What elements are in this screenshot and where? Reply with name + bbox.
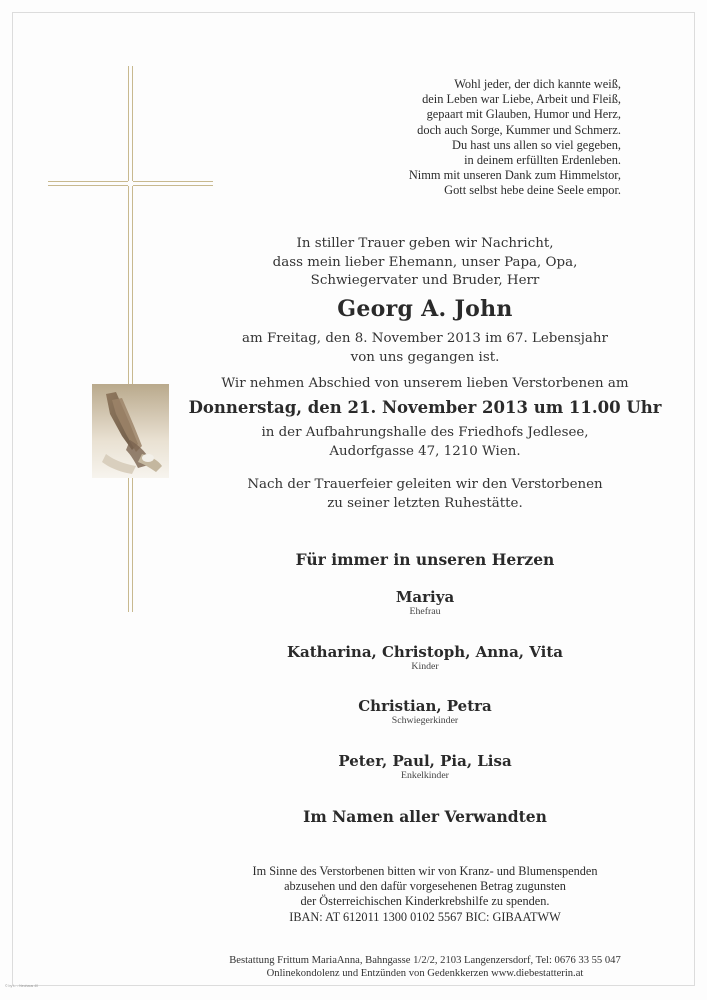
mourner-group-grandchildren — [0, 752, 707, 781]
poem-line: Wohl jeder, der dich kannte weiß, — [454, 77, 621, 91]
burial-line: zu seiner letzten Ruhestätte. — [327, 495, 523, 511]
mourner-group-wife — [0, 588, 707, 617]
poem-line: Nimm mit unseren Dank zum Himmelstor, — [408, 168, 621, 183]
mourner-role: Kinder — [411, 661, 439, 672]
death-line: am Freitag, den 8. November 2013 im 67. Lebensjahr — [242, 331, 608, 346]
footer-address: Bestattung Frittum MariaAnna, Bahngasse 1/2/2, 2103 Langenzersdorf, Tel: 0676 33 55 047 — [229, 955, 621, 966]
donation-request — [0, 864, 707, 925]
poem-line: in deinem erfüllten Erdenleben. — [464, 153, 621, 168]
behalf-of-relatives: Im Namen aller Verwandten — [303, 807, 547, 826]
mourner-role: Enkelkinder — [401, 770, 449, 781]
ceremony-location — [0, 424, 707, 461]
donation-line: abzusehen und den dafür vorgesehenen Betrag zugunsten — [284, 879, 566, 894]
footer-website: Onlinekondolenz und Entzünden von Gedenkkerzen www.diebestatterin.at — [266, 967, 584, 979]
death-notice — [0, 330, 707, 367]
mourner-names: Christian, Petra — [358, 697, 492, 715]
print-credit: © by L. - Neuhaus 40 — [5, 984, 39, 988]
mourner-group-children — [0, 643, 707, 672]
intro-line: In stiller Trauer geben wir Nachricht, — [296, 236, 554, 251]
poem-line: gepaart mit Glauben, Humor und Herz, — [426, 107, 621, 122]
announcement-intro — [0, 235, 707, 291]
location-line: Audorfgasse 47, 1210 Wien. — [329, 443, 521, 459]
mourner-role: Schwiegerkinder — [391, 715, 459, 726]
poem — [281, 77, 621, 199]
farewell-text: Wir nehmen Abschied von unserem lieben Verstorbenen am — [221, 376, 629, 391]
funeral-home-footer — [0, 955, 707, 980]
mourner-role: Ehefrau — [409, 606, 441, 617]
burial-text — [0, 476, 707, 513]
mourner-names: Peter, Paul, Pia, Lisa — [338, 752, 512, 770]
poem-line: dein Leben war Liebe, Arbeit und Fleiß, — [422, 92, 621, 107]
donation-line: Im Sinne des Verstorbenen bitten wir von Kranz- und Blumenspenden — [252, 864, 598, 878]
intro-line: Schwiegervater und Bruder, Herr — [310, 273, 540, 288]
mourner-group-children-in-law — [0, 697, 707, 726]
poem-line: Gott selbst hebe deine Seele empor. — [444, 183, 621, 198]
mourner-names: Katharina, Christoph, Anna, Vita — [287, 643, 563, 661]
location-line: in der Aufbahrungshalle des Friedhofs Jedlesee, — [261, 425, 589, 440]
mourners-heading: Für immer in unseren Herzen — [295, 550, 555, 569]
donation-bank-details: IBAN: AT 612011 1300 0102 5567 BIC: GIBAATWW — [289, 909, 561, 924]
donation-line: der Österreichischen Kinderkrebshilfe zu spenden. — [300, 894, 550, 909]
ceremony-date: Donnerstag, den 21. November 2013 um 11.00 Uhr — [188, 398, 662, 417]
death-line: von uns gegangen ist. — [350, 349, 500, 365]
deceased-name: Georg A. John — [337, 296, 513, 322]
poem-line: doch auch Sorge, Kummer und Schmerz. — [417, 122, 621, 137]
burial-line: Nach der Trauerfeier geleiten wir den Verstorbenen — [247, 477, 603, 492]
mourner-names: Mariya — [395, 588, 455, 606]
intro-line: dass mein lieber Ehemann, unser Papa, Opa, — [272, 254, 578, 270]
poem-line: Du hast uns allen so viel gegeben, — [452, 137, 621, 152]
